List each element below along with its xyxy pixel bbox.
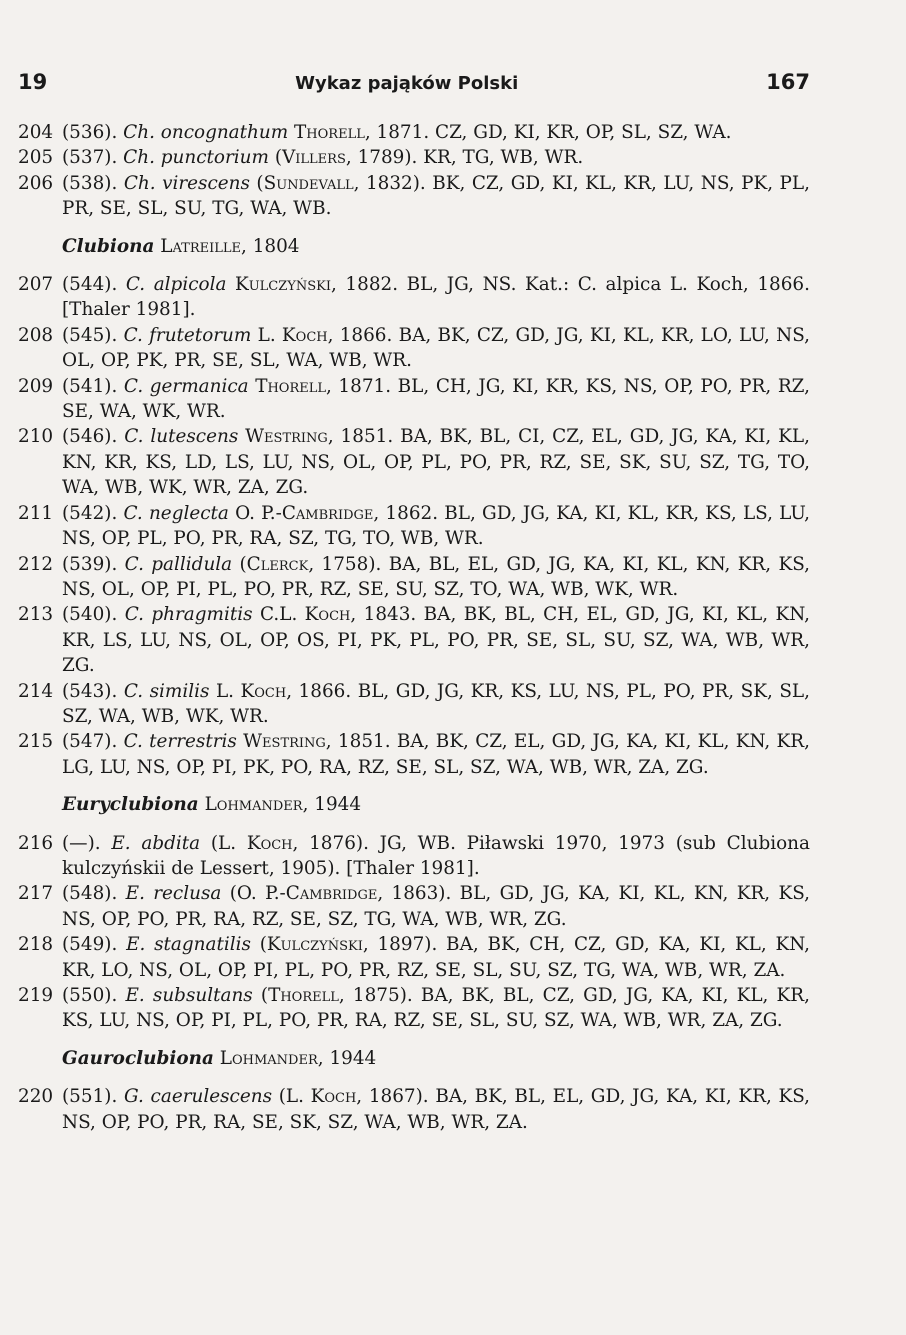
entry-number: 207: [18, 274, 54, 296]
species-name: C. phragmitis: [124, 604, 253, 626]
entry-number: 208: [18, 324, 54, 346]
species-entry: [18, 1084, 810, 1135]
entry-ref: (538).: [62, 172, 118, 194]
species-author: Westring: [243, 731, 326, 753]
species-entry: [18, 374, 810, 425]
entry-ref: (537).: [62, 147, 118, 169]
species-name: C. terrestris: [123, 731, 237, 753]
species-author: Thorell: [255, 375, 326, 397]
entry-ref: (544).: [62, 274, 118, 296]
entry-ref: (536).: [62, 122, 118, 143]
entry-number: 214: [18, 680, 54, 702]
entry-details: , 1789). KR, TG, WB, WR.: [345, 147, 584, 169]
entry-number: 215: [18, 731, 54, 753]
species-list: [18, 120, 810, 1135]
entry-ref: (547).: [62, 731, 118, 753]
entry-number: 220: [18, 1086, 54, 1108]
entry-details: , 1871. BL, CH, JG, KI, KR, KS, NS, OP, PO, PR, RZ, SE, WA, WK, WR.: [62, 375, 810, 423]
species-author: (Sundevall: [256, 172, 354, 194]
entry-details: , 1867). BA, BK, BL, EL, GD, JG, KA, KI, KR, KS, NS, OP, PO, PR, RA, SE, SK, SZ, WA, WB, WR, ZA.: [62, 1086, 810, 1133]
entry-ref: (550).: [62, 985, 118, 1006]
species-entry: [18, 171, 810, 222]
entry-ref: (545).: [62, 324, 118, 346]
species-name: C. frutetorum: [123, 324, 252, 346]
species-name: E. subsultans: [125, 985, 253, 1006]
species-author: C.L. Koch: [259, 604, 351, 626]
entry-ref: (549).: [62, 934, 118, 956]
species-author: (O. P.-Cambridge: [229, 883, 378, 905]
entry-number: 206: [18, 172, 54, 194]
entry-details: , 1882. BL, JG, NS. Kat.: C. alpica L. Koch, 1866. [Thaler 1981].: [62, 274, 810, 321]
genus-author: Lohmander: [204, 794, 303, 816]
page-number-left: 19: [18, 70, 48, 94]
species-author: L. Koch: [215, 680, 287, 702]
species-name: C. lutescens: [124, 426, 239, 448]
entry-details: , 1897). BA, BK, CH, CZ, GD, KA, KI, KL, KN, KR, LO, NS, OL, OP, PI, PL, PO, PR, RZ, SE, SL, SU, SZ, TG, WA, WB, WR, ZA.: [62, 934, 810, 981]
entry-ref: (543).: [62, 680, 118, 702]
species-entry: [18, 120, 810, 145]
species-author: (L. Koch: [210, 832, 293, 854]
genus-year: , 1804: [241, 235, 300, 257]
species-entry: [18, 729, 810, 780]
genus-heading: [18, 234, 810, 259]
entry-ref: (548).: [62, 883, 118, 905]
entry-details: , 1758). BA, BL, EL, GD, JG, KA, KI, KL, KN, KR, KS, NS, OL, OP, PI, PL, PO, PR, RZ, SE, SU, SZ, TO, WA, WB, WK, WR.: [62, 553, 811, 600]
genus-name: Clubiona: [62, 235, 155, 257]
entry-number: 211: [18, 502, 54, 524]
species-author: L. Koch: [257, 324, 328, 346]
genus-author: Latreille: [160, 235, 241, 257]
entry-number: 210: [18, 426, 54, 448]
species-author: O. P.-Cambridge: [235, 502, 374, 524]
species-author: Westring: [245, 426, 328, 448]
species-author: (Kulczyński: [259, 934, 363, 956]
entry-ref: (542).: [62, 502, 118, 524]
species-entry: [18, 323, 810, 374]
species-name: E. stagnatilis: [126, 934, 251, 956]
entry-details: , 1871. CZ, GD, KI, KR, OP, SL, SZ, WA.: [364, 122, 732, 143]
entry-details: , 1832). BK, CZ, GD, KI, KL, KR, LU, NS, PK, PL, PR, SE, SL, SU, TG, WA, WB.: [62, 172, 810, 220]
species-name: C. germanica: [123, 375, 249, 397]
species-author: Thorell: [294, 122, 365, 143]
species-entry: [18, 424, 810, 500]
entry-ref: (539).: [62, 553, 118, 575]
genus-year: , 1944: [302, 794, 362, 816]
entry-details: , 1851. BA, BK, BL, CI, CZ, EL, GD, JG, KA, KI, KL, KN, KR, KS, LD, LS, LU, NS, OL, OP, PL, PO, PR, RZ, SE, SK, SU, SZ, TG, TO, WA, WB, WK, WR, ZA, ZG.: [62, 426, 810, 499]
species-name: C. neglecta: [123, 502, 229, 524]
entry-number: 205: [18, 147, 54, 169]
entry-number: 212: [18, 553, 54, 575]
species-name: Ch. oncognathum: [123, 122, 289, 143]
species-entry: [18, 831, 810, 882]
species-author: (L. Koch: [278, 1086, 357, 1108]
entry-details: , 1875). BA, BK, BL, CZ, GD, JG, KA, KI, KL, KR, KS, LU, NS, OP, PI, PL, PO, PR, RA, RZ, SE, SL, SU, SZ, WA, WB, WR, ZA, ZG.: [62, 985, 810, 1032]
species-name: E. abdita: [111, 832, 201, 854]
species-name: G. caerulescens: [124, 1086, 273, 1108]
entry-details: , 1866. BA, BK, CZ, GD, JG, KI, KL, KR, LO, LU, NS, OL, OP, PK, PR, SE, SL, WA, WB, WR.: [62, 324, 810, 372]
species-entry: [18, 602, 810, 678]
genus-heading: [18, 1046, 810, 1071]
page-number-right: 167: [766, 70, 810, 94]
running-header: [18, 70, 810, 94]
genus-year: , 1944: [317, 1047, 377, 1069]
species-name: Ch. punctorium: [123, 147, 269, 169]
entry-ref: (546).: [62, 426, 118, 448]
entry-ref: (551).: [62, 1086, 118, 1108]
entry-number: 213: [18, 604, 54, 626]
entry-details: , 1866. BL, GD, JG, KR, KS, LU, NS, PL, PO, PR, SK, SL, SZ, WA, WB, WK, WR.: [62, 680, 810, 727]
entry-number: 216: [18, 832, 54, 854]
species-name: C. pallidula: [124, 553, 233, 575]
species-entry: [18, 552, 810, 603]
entry-details: , 1876). JG, WB. Piławski 1970, 1973 (sub Clubiona kulczyńskii de Lessert, 1905). [Thaler 1981].: [62, 832, 810, 879]
species-author: (Thorell: [260, 985, 339, 1006]
entry-details: , 1843. BA, BK, BL, CH, EL, GD, JG, KI, KL, KN, KR, LS, LU, NS, OL, OP, OS, PI, PK, PL, PO, PR, SE, SL, SU, SZ, WA, WB, WR, ZG.: [62, 604, 810, 677]
species-entry: [18, 501, 810, 552]
running-title: Wykaz pająków Polski: [295, 73, 519, 94]
species-entry: [18, 932, 810, 983]
species-author: Kulczyński: [234, 274, 332, 296]
species-entry: [18, 145, 810, 170]
species-name: C. alpicola: [125, 274, 227, 296]
genus-author: Lohmander: [219, 1047, 318, 1069]
entry-ref: (—).: [62, 832, 101, 854]
entry-number: 219: [18, 985, 54, 1006]
species-entry: [18, 881, 810, 932]
species-entry: [18, 983, 810, 1034]
species-author: (Villers: [274, 147, 346, 169]
entry-ref: (540).: [62, 604, 118, 626]
species-name: Ch. virescens: [123, 172, 250, 194]
species-entry: [18, 679, 810, 730]
entry-number: 209: [18, 375, 54, 397]
genus-name: Euryclubiona: [62, 794, 199, 816]
entry-number: 204: [18, 122, 54, 143]
entry-details: , 1851. BA, BK, CZ, EL, GD, JG, KA, KI, KL, KN, KR, LG, LU, NS, OP, PI, PK, PO, RA, RZ, SE, SL, SZ, WA, WB, WR, ZA, ZG.: [62, 731, 810, 778]
entry-number: 217: [18, 883, 54, 905]
species-name: C. similis: [123, 680, 210, 702]
species-entry: [18, 272, 810, 323]
genus-heading: [18, 792, 810, 817]
entry-ref: (541).: [62, 375, 118, 397]
species-name: E. reclusa: [125, 883, 222, 905]
entry-details: , 1863). BL, GD, JG, KA, KI, KL, KN, KR, KS, NS, OP, PO, PR, RA, RZ, SE, SZ, TG, WA, WB, WR, ZG.: [62, 883, 810, 930]
genus-name: Gauroclubiona: [62, 1047, 214, 1069]
entry-details: , 1862. BL, GD, JG, KA, KI, KL, KR, KS, LS, LU, NS, OP, PL, PO, PR, RA, SZ, TG, TO, WB, WR.: [62, 502, 811, 550]
entry-number: 218: [18, 934, 54, 956]
species-author: (Clerck: [239, 553, 309, 575]
